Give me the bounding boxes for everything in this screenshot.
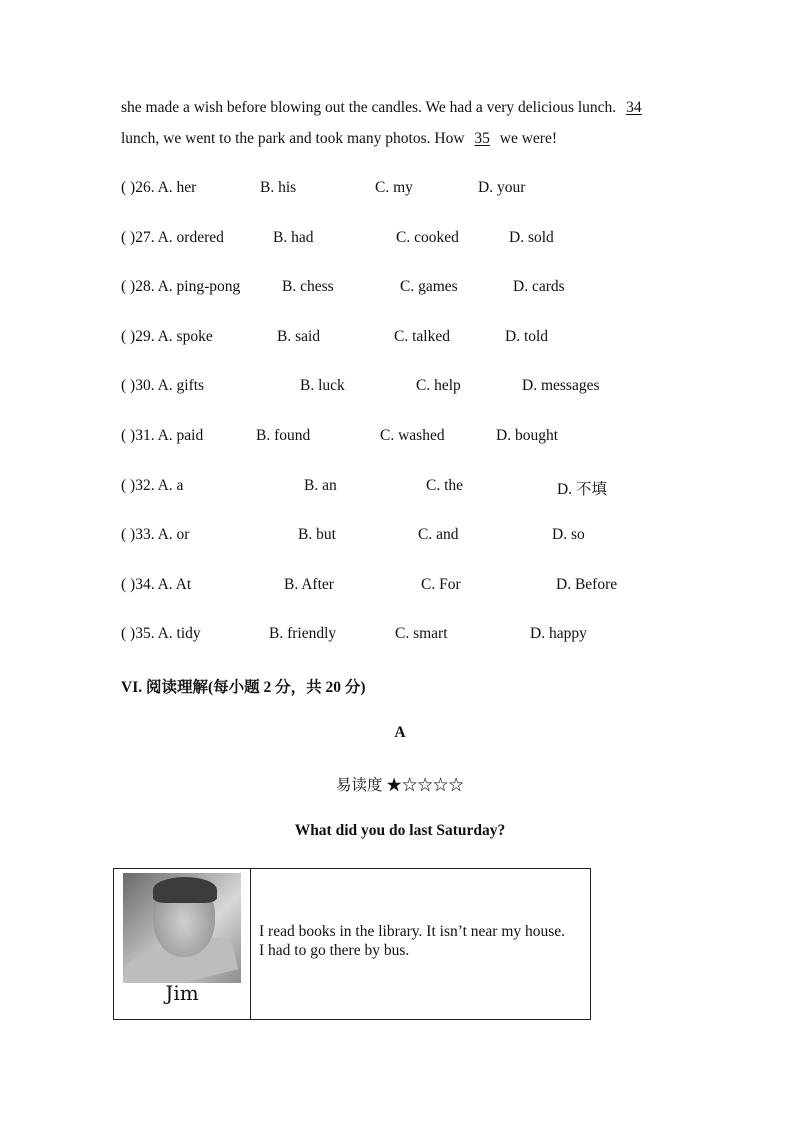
difficulty-rating: 易读度 ★☆☆☆☆: [336, 777, 464, 794]
option-c: C. washed: [380, 427, 445, 444]
option-c: C. the: [426, 477, 464, 494]
passage-line-1: [121, 99, 648, 117]
option-b: B. but: [298, 526, 336, 543]
photo-cell: [114, 869, 251, 1020]
option-d: D. messages: [522, 377, 600, 394]
option-c: C. smart: [395, 625, 448, 642]
option-c: C. talked: [394, 328, 450, 345]
card-text-line-1: I read books in the library. It isn’t near my house.: [259, 923, 566, 940]
option-c: C. help: [416, 377, 461, 394]
question-26: [121, 179, 721, 199]
option-b: B. said: [277, 328, 321, 345]
option-c: C. For: [421, 576, 461, 593]
question-27: [121, 229, 721, 249]
question-28: [121, 278, 721, 298]
part-label: A: [394, 724, 406, 741]
option-a: ( )27. A. ordered: [121, 229, 224, 246]
option-a: ( )30. A. gifts: [121, 377, 205, 394]
option-d: D. sold: [509, 229, 554, 246]
option-a: ( )32. A. a: [121, 477, 184, 494]
option-a: ( )31. A. paid: [121, 427, 204, 444]
option-c: C. games: [400, 278, 458, 295]
passage-line-1-text: she made a wish before blowing out the candles. We had a very delicious lunch.: [121, 99, 617, 116]
passage-line-2-pre: lunch, we went to the park and took many photos. How: [121, 130, 465, 147]
option-c: C. cooked: [396, 229, 459, 246]
passage-title: What did you do last Saturday?: [294, 822, 506, 839]
jim-photo: [123, 873, 241, 983]
passage-line-2-post: we were!: [499, 130, 558, 147]
question-29: [121, 328, 721, 348]
question-34: [121, 576, 721, 596]
card-text-line-2: I had to go there by bus.: [259, 942, 410, 959]
option-d: D. your: [478, 179, 526, 196]
option-b: B. had: [273, 229, 314, 246]
section-heading: VI. 阅读理解(每小题 2 分，共 20 分): [121, 679, 366, 696]
option-d: D. happy: [530, 625, 587, 642]
blank-34: 34: [626, 99, 642, 116]
option-b: B. an: [304, 477, 337, 494]
option-d: D. cards: [513, 278, 565, 295]
blank-35: 35: [474, 130, 490, 147]
question-31: [121, 427, 721, 447]
option-d: D. bought: [496, 427, 558, 444]
reading-card: [113, 868, 591, 1020]
option-d: D. so: [552, 526, 585, 543]
option-b: B. found: [256, 427, 311, 444]
option-d: D. Before: [556, 576, 618, 593]
option-a: ( )34. A. At: [121, 576, 192, 593]
option-b: B. luck: [300, 377, 345, 394]
text-cell: [251, 869, 591, 1020]
option-c: C. and: [418, 526, 459, 543]
passage-line-2: [121, 130, 557, 148]
question-30: [121, 377, 721, 397]
option-a: ( )29. A. spoke: [121, 328, 213, 345]
option-b: B. After: [284, 576, 334, 593]
option-b: B. chess: [282, 278, 334, 295]
question-32: [121, 477, 721, 497]
question-35: [121, 625, 721, 645]
option-d: D. 不填: [557, 481, 607, 498]
option-a: ( )33. A. or: [121, 526, 190, 543]
option-c: C. my: [375, 179, 413, 196]
option-b: B. friendly: [269, 625, 337, 642]
option-d: D. told: [505, 328, 549, 345]
option-a: ( )28. A. ping-pong: [121, 278, 241, 295]
option-a: ( )26. A. her: [121, 179, 197, 196]
photo-caption: Jim: [165, 981, 199, 1005]
option-a: ( )35. A. tidy: [121, 625, 201, 642]
option-b: B. his: [260, 179, 297, 196]
question-33: [121, 526, 721, 546]
